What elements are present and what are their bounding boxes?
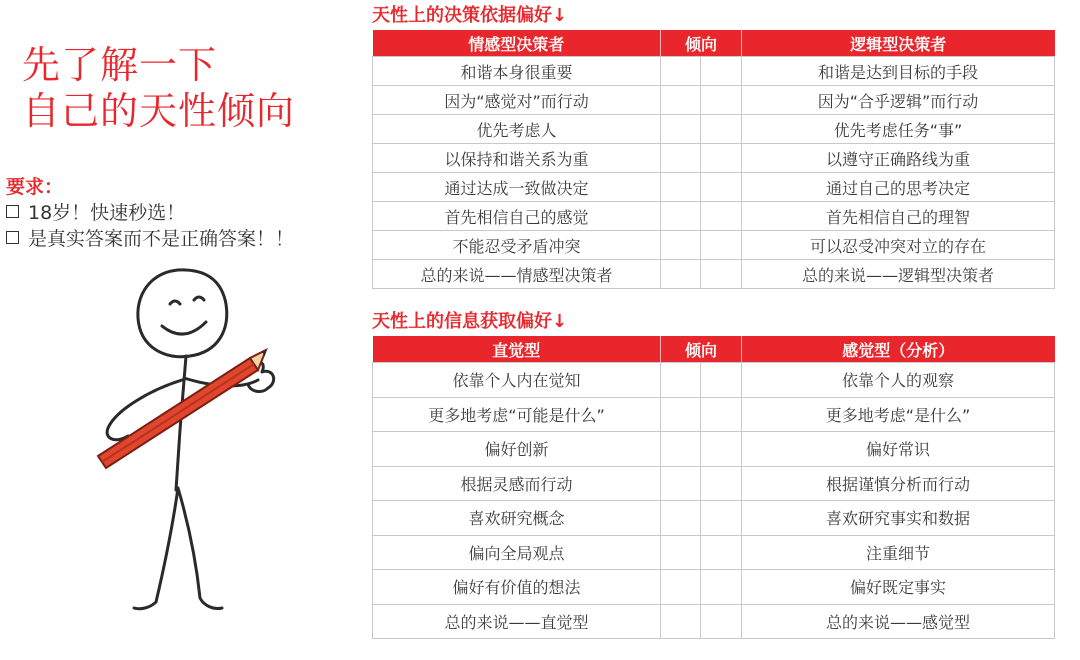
left-cell: 更多地考虑“可能是什么” xyxy=(373,397,661,432)
table-row xyxy=(373,466,1055,501)
left-cell: 依靠个人内在觉知 xyxy=(373,363,661,398)
hero-title xyxy=(22,42,295,134)
requirement-item xyxy=(6,226,294,252)
table-row xyxy=(373,535,1055,570)
right-cell: 总的来说——逻辑型决策者 xyxy=(742,260,1055,289)
tendency-choice-left[interactable] xyxy=(661,144,701,173)
left-cell: 偏好有价值的想法 xyxy=(373,570,661,605)
info-table xyxy=(372,336,1055,639)
table-header-row xyxy=(373,30,1055,57)
checkbox-icon xyxy=(6,205,19,218)
decision-preference-section xyxy=(372,4,1054,289)
right-cell: 根据谨慎分析而行动 xyxy=(742,466,1055,501)
hero-title-line1: 先了解一下 xyxy=(22,43,218,87)
figure-smile xyxy=(162,322,206,334)
tendency-choice-right[interactable] xyxy=(701,466,742,501)
requirement-text: 18岁！快速秒选！ xyxy=(28,202,186,224)
table-row xyxy=(373,570,1055,605)
right-cell: 更多地考虑“是什么” xyxy=(742,397,1055,432)
right-cell: 偏好既定事实 xyxy=(742,570,1055,605)
figure-eye xyxy=(194,297,204,300)
right-cell: 优先考虑任务“事” xyxy=(742,115,1055,144)
tendency-choice-left[interactable] xyxy=(661,604,701,639)
right-cell: 通过自己的思考决定 xyxy=(742,173,1055,202)
information-preference-section xyxy=(372,310,1054,639)
right-cell: 以遵守正确路线为重 xyxy=(742,144,1055,173)
table-row xyxy=(373,115,1055,144)
tendency-choice-left[interactable] xyxy=(661,432,701,467)
header-intuitive: 直觉型 xyxy=(373,336,661,363)
table-header-row xyxy=(373,336,1055,363)
table-row xyxy=(373,86,1055,115)
tendency-choice-right[interactable] xyxy=(701,363,742,398)
tendency-choice-left[interactable] xyxy=(661,397,701,432)
tendency-choice-right[interactable] xyxy=(701,86,742,115)
checkbox-icon xyxy=(6,231,19,244)
right-cell: 首先相信自己的理智 xyxy=(742,202,1055,231)
table-row xyxy=(373,604,1055,639)
left-cell: 以保持和谐关系为重 xyxy=(373,144,661,173)
tendency-choice-left[interactable] xyxy=(661,115,701,144)
left-cell: 总的来说——直觉型 xyxy=(373,604,661,639)
right-cell: 可以忍受冲突对立的存在 xyxy=(742,231,1055,260)
tendency-choice-right[interactable] xyxy=(701,173,742,202)
tendency-choice-right[interactable] xyxy=(701,260,742,289)
left-cell: 和谐本身很重要 xyxy=(373,57,661,86)
table-row xyxy=(373,231,1055,260)
tendency-choice-right[interactable] xyxy=(701,144,742,173)
tendency-choice-left[interactable] xyxy=(661,260,701,289)
left-cell: 总的来说——情感型决策者 xyxy=(373,260,661,289)
requirements-title: 要求： xyxy=(6,176,64,198)
right-cell: 喜欢研究事实和数据 xyxy=(742,501,1055,536)
header-feeling-decider: 情感型决策者 xyxy=(373,30,661,57)
table-row xyxy=(373,144,1055,173)
tendency-choice-right[interactable] xyxy=(701,501,742,536)
right-cell: 总的来说——感觉型 xyxy=(742,604,1055,639)
right-cell: 偏好常识 xyxy=(742,432,1055,467)
table-row xyxy=(373,202,1055,231)
tendency-choice-left[interactable] xyxy=(661,535,701,570)
tendency-choice-left[interactable] xyxy=(661,202,701,231)
left-cell: 优先考虑人 xyxy=(373,115,661,144)
right-cell: 依靠个人的观察 xyxy=(742,363,1055,398)
table-row xyxy=(373,397,1055,432)
table-row xyxy=(373,173,1055,202)
header-sensing: 感觉型（分析） xyxy=(742,336,1055,363)
stick-figure-illustration xyxy=(90,260,290,620)
figure-head xyxy=(138,270,227,357)
table-row xyxy=(373,260,1055,289)
tendency-choice-left[interactable] xyxy=(661,363,701,398)
tendency-choice-right[interactable] xyxy=(701,432,742,467)
table-row xyxy=(373,501,1055,536)
left-cell: 不能忍受矛盾冲突 xyxy=(373,231,661,260)
tendency-choice-left[interactable] xyxy=(661,86,701,115)
tendency-choice-right[interactable] xyxy=(701,57,742,86)
left-cell: 偏向全局观点 xyxy=(373,535,661,570)
tendency-choice-left[interactable] xyxy=(661,501,701,536)
tendency-choice-left[interactable] xyxy=(661,231,701,260)
tendency-choice-right[interactable] xyxy=(701,115,742,144)
requirement-item xyxy=(6,200,294,226)
tendency-choice-left[interactable] xyxy=(661,466,701,501)
tendency-choice-left[interactable] xyxy=(661,57,701,86)
figure-leg xyxy=(134,488,178,609)
left-cell: 因为“感觉对”而行动 xyxy=(373,86,661,115)
decision-section-title: 天性上的决策依据偏好↓ xyxy=(372,5,568,26)
figure-leg xyxy=(178,488,222,609)
requirements xyxy=(6,174,294,252)
left-cell: 通过达成一致做决定 xyxy=(373,173,661,202)
left-cell: 偏好创新 xyxy=(373,432,661,467)
requirement-text: 是真实答案而不是正确答案！！ xyxy=(28,228,295,250)
decision-table xyxy=(372,30,1055,289)
figure-eye xyxy=(170,301,180,304)
left-cell: 喜欢研究概念 xyxy=(373,501,661,536)
tendency-choice-right[interactable] xyxy=(701,570,742,605)
tendency-choice-left[interactable] xyxy=(661,570,701,605)
header-tendency: 倾向 xyxy=(661,30,742,57)
header-logic-decider: 逻辑型决策者 xyxy=(742,30,1055,57)
tendency-choice-right[interactable] xyxy=(701,231,742,260)
tendency-choice-right[interactable] xyxy=(701,604,742,639)
table-row xyxy=(373,432,1055,467)
tendency-choice-left[interactable] xyxy=(661,173,701,202)
right-cell: 因为“合乎逻辑”而行动 xyxy=(742,86,1055,115)
tendency-choice-right[interactable] xyxy=(701,535,742,570)
left-cell: 首先相信自己的感觉 xyxy=(373,202,661,231)
table-row xyxy=(373,57,1055,86)
right-cell: 注重细节 xyxy=(742,535,1055,570)
right-cell: 和谐是达到目标的手段 xyxy=(742,57,1055,86)
table-row xyxy=(373,363,1055,398)
hero-title-line2: 自己的天性倾向 xyxy=(22,89,296,133)
info-section-title: 天性上的信息获取偏好↓ xyxy=(372,311,568,332)
left-cell: 根据灵感而行动 xyxy=(373,466,661,501)
header-tendency: 倾向 xyxy=(661,336,742,363)
tendency-choice-right[interactable] xyxy=(701,202,742,231)
tendency-choice-right[interactable] xyxy=(701,397,742,432)
